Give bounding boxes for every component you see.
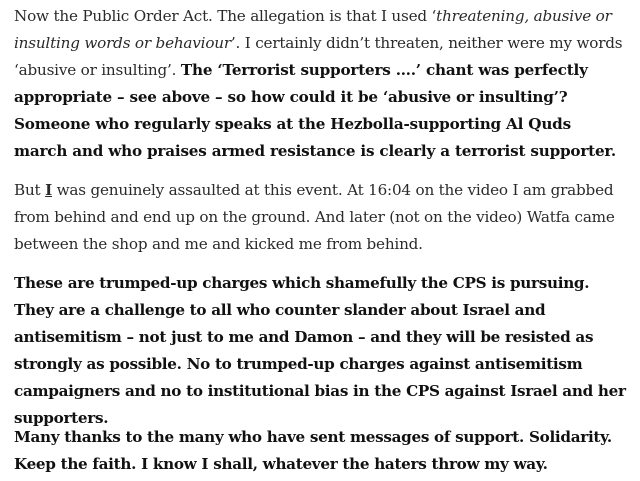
p2-link[interactable]: I [45,181,52,199]
paragraph-public-order-act [14,3,626,165]
p1-text-b: ’. I certainly didn’t threaten, neither were my words ‘abusive or insulting’. [14,34,623,79]
p1-quoted-charge: threatening, abusive or insulting words or behaviour [14,7,612,52]
p2-text-b: was genuinely assaulted at this event. At 16:04 on the video I am grabbed from behind and end up on the ground. And later (not on the video) Watfa came between the shop and me and kicked me from behind. [14,181,615,253]
paragraph-assault [14,177,626,258]
p1-bold-statement: The ‘Terrorist supporters ….’ chant was perfectly appropriate – see above – so how could it be ‘abusive or insulting’? Someone who regularly speaks at the Hezbolla-supporting Al Quds march and who praises armed resistance is clearly a terrorist supporter. [14,61,616,160]
paragraph-trumped-up-charges: These are trumped-up charges which shamefully the CPS is pursuing. They are a challenge to all who counter slander about Israel and antisemitism – not just to me and Damon – and they will be resisted as strongly as possible. No to trumped-up charges against antisemitism campaigners and no to institutional bias in the CPS against Israel and her supporters. [14,274,626,427]
p1-text-a: Now the Public Order Act. The allegation is that I used ‘ [14,7,437,25]
p2-text-a: But [14,181,46,199]
paragraph-thanks: Many thanks to the many who have sent messages of support. Solidarity. Keep the faith. I know I shall, whatever the haters throw my way. [14,428,612,473]
